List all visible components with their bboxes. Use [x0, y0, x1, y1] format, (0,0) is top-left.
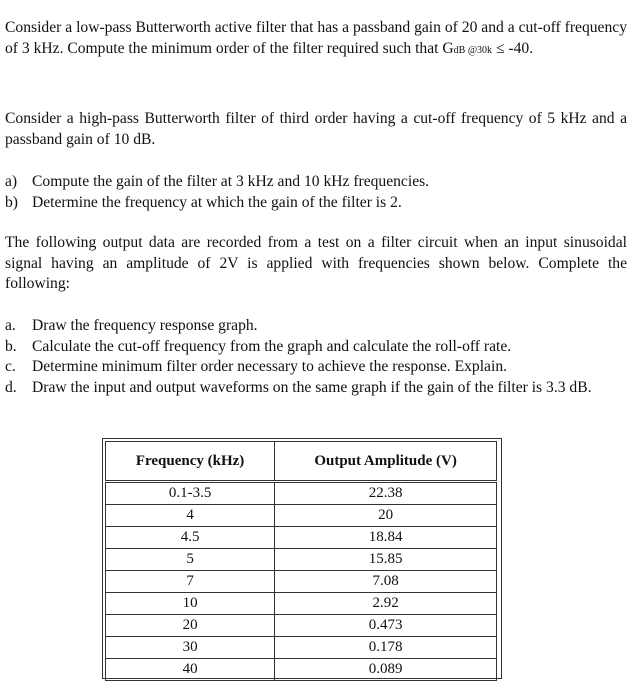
frequency-cell: 5	[106, 549, 275, 571]
gain-symbol: G	[442, 39, 454, 57]
list-item	[5, 316, 627, 337]
problem-2-paragraph: Consider a high-pass Butterworth filter of third order having a cut-off frequency of 5 kHz and a passband gain of 10 dB.	[5, 110, 627, 148]
list-text: Compute the gain of the filter at 3 kHz and 10 kHz frequencies.	[32, 173, 430, 190]
amplitude-cell: 22.38	[275, 482, 497, 505]
problem-1-paragraph	[5, 18, 627, 61]
table-row	[106, 505, 497, 527]
amplitude-cell: 0.089	[275, 659, 497, 681]
frequency-cell: 10	[106, 593, 275, 615]
frequency-cell: 7	[106, 571, 275, 593]
table-row	[106, 637, 497, 659]
list-item	[5, 378, 627, 399]
amplitude-cell: 20	[275, 505, 497, 527]
problem-3-list	[5, 316, 627, 398]
amplitude-cell: 7.08	[275, 571, 497, 593]
amplitude-cell: 0.178	[275, 637, 497, 659]
table-row	[106, 593, 497, 615]
list-item	[5, 357, 627, 378]
list-marker: d.	[5, 378, 17, 396]
header-output-amplitude: Output Amplitude (V)	[275, 442, 497, 482]
gain-subscript: dB @30k	[453, 44, 493, 56]
frequency-cell: 4.5	[106, 527, 275, 549]
table-header-row	[106, 442, 497, 482]
problem-3-paragraph: The following output data are recorded from a test on a filter circuit when an input sinusoidal signal having an amplitude of 2V is applied with frequencies shown below. Complete the following:	[5, 234, 627, 292]
amplitude-cell: 0.473	[275, 615, 497, 637]
list-item	[5, 172, 627, 193]
list-text: Determine minimum filter order necessary to achieve the response. Explain.	[32, 358, 508, 375]
problem-2-list	[5, 172, 627, 213]
list-marker: a.	[5, 317, 16, 334]
amplitude-cell: 2.92	[275, 593, 497, 615]
problem-1-text: Consider a low-pass Butterworth active filter that has a passband gain of 20 and a cut-off frequency of 3 kHz. Compute the minimum order of the filter required such that	[5, 19, 627, 57]
frequency-cell: 40	[106, 659, 275, 681]
list-marker: b)	[5, 193, 18, 211]
list-item	[5, 193, 627, 214]
list-text: Determine the frequency at which the gain of the filter is 2.	[32, 193, 402, 211]
table-row	[106, 571, 497, 593]
frequency-response-table	[105, 441, 497, 681]
frequency-cell: 30	[106, 637, 275, 659]
list-text: Calculate the cut-off frequency from the graph and calculate the roll-off rate.	[32, 337, 512, 355]
frequency-cell: 0.1-3.5	[106, 482, 275, 505]
gain-condition: ≤ -40.	[492, 39, 534, 57]
amplitude-cell: 15.85	[275, 549, 497, 571]
list-text: Draw the frequency response graph.	[32, 317, 258, 334]
table-row	[106, 659, 497, 681]
table-row	[106, 527, 497, 549]
list-marker: c.	[5, 358, 16, 375]
frequency-cell: 20	[106, 615, 275, 637]
list-text: Draw the input and output waveforms on the same graph if the gain of the filter is 3.3 dB.	[32, 378, 592, 396]
amplitude-cell: 18.84	[275, 527, 497, 549]
header-frequency: Frequency (kHz)	[106, 442, 275, 482]
table-row	[106, 549, 497, 571]
frequency-cell: 4	[106, 505, 275, 527]
table-row	[106, 615, 497, 637]
list-item	[5, 337, 627, 358]
list-marker: b.	[5, 337, 17, 355]
table-row	[106, 482, 497, 505]
list-marker: a)	[5, 173, 18, 190]
